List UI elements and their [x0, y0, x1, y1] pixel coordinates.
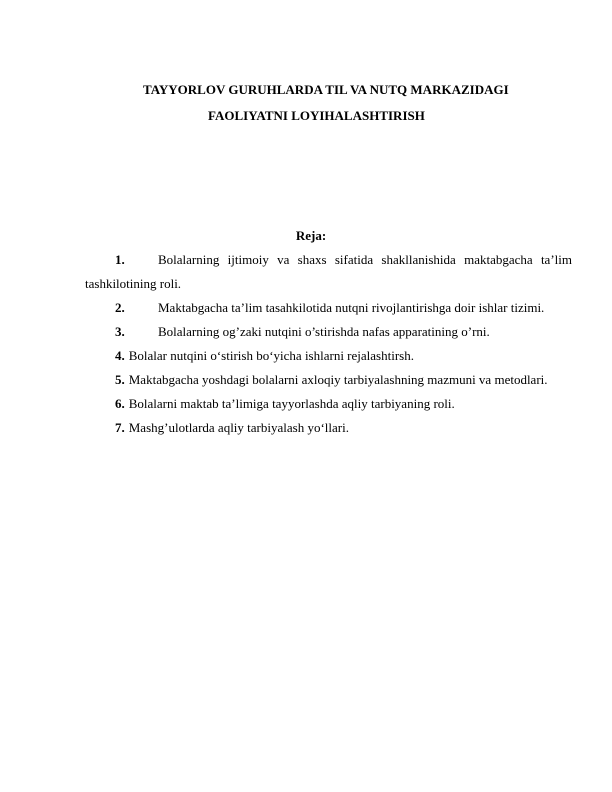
- plan-item: [85, 320, 572, 344]
- plan-item-text: Mashg’ulotlarda aqliy tarbiyalash yo‘llari.: [128, 420, 349, 435]
- plan-item-number: 4.: [115, 348, 125, 363]
- plan-list: [85, 248, 572, 440]
- plan-item: [85, 344, 572, 368]
- document-title-line-1: TAYYORLOV GURUHLARDA TIL VA NUTQ MARKAZIDAGI: [143, 82, 509, 97]
- plan-item-number: 7.: [115, 420, 125, 435]
- plan-item: [85, 392, 572, 416]
- document-title-line-2: FAOLIYATNI LOYIHALASHTIRISH: [208, 108, 425, 123]
- plan-item-number: 1.: [115, 252, 125, 267]
- plan-item-text: Bolalarning ijtimoiy va shaxs sifatida shakllanishida maktabgacha ta’lim tashkilotining roli.: [85, 252, 572, 291]
- plan-item-text: Maktabgacha ta’lim tasahkilotida nutqni rivojlantirishga doir ishlar tizimi.: [158, 300, 545, 315]
- plan-item: [85, 368, 572, 392]
- plan-item-number: 2.: [115, 300, 125, 315]
- plan-item-number: 5.: [115, 372, 125, 387]
- plan-item-text: Bolalarning og’zaki nutqini o’stirishda nafas apparatining o’rni.: [158, 324, 490, 339]
- plan-item-number: 3.: [115, 324, 125, 339]
- plan-item: [85, 296, 572, 320]
- plan-item: [85, 416, 572, 440]
- plan-item-text: Maktabgacha yoshdagi bolalarni axloqiy tarbiyalashning mazmuni va metodlari.: [128, 372, 548, 387]
- plan-heading: Reja:: [295, 228, 327, 243]
- plan-item-text: Bolalarni maktab ta’limiga tayyorlashda aqliy tarbiyaning roli.: [128, 396, 455, 411]
- plan-item: [85, 248, 572, 296]
- plan-item-text: Bolalar nutqini o‘stirish bo‘yicha ishlarni rejalashtirsh.: [128, 348, 414, 363]
- plan-item-number: 6.: [115, 396, 125, 411]
